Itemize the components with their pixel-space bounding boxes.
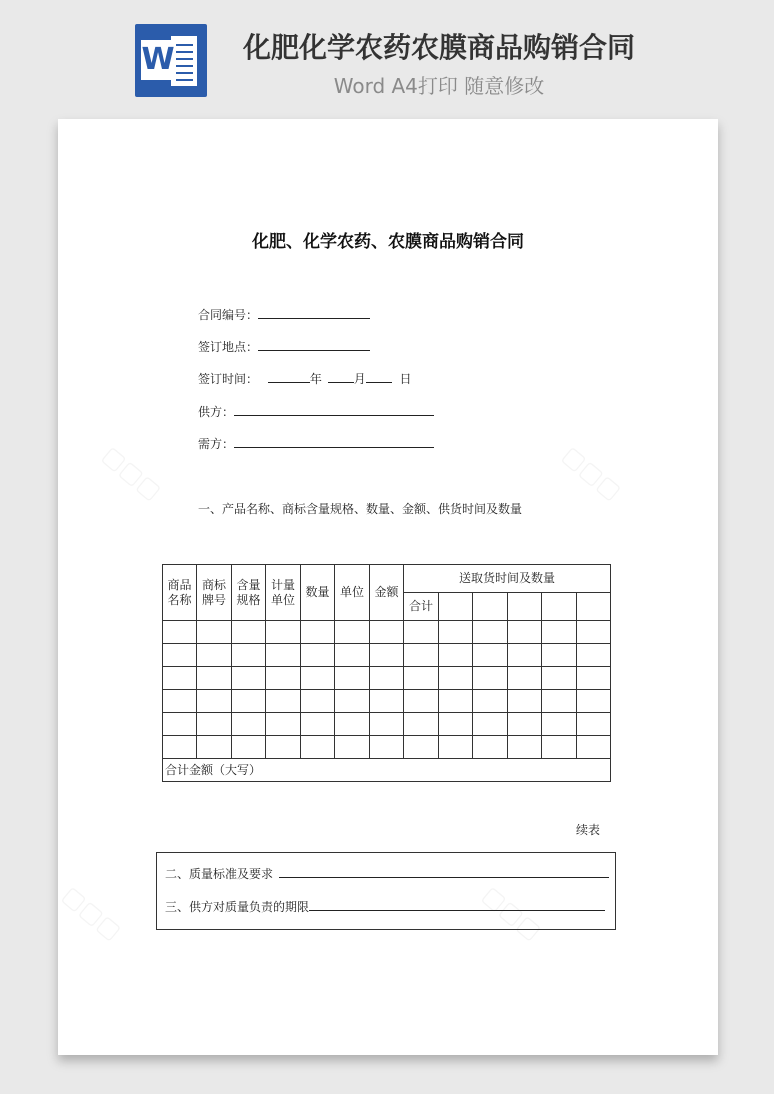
sign-place-blank[interactable]	[258, 338, 370, 351]
table-row	[163, 644, 611, 667]
supplier-label: 供方：	[198, 405, 235, 419]
table-row	[163, 690, 611, 713]
day-blank[interactable]	[366, 370, 392, 383]
contract-number-row	[198, 306, 370, 323]
total-amount-cell: 合计金额（大写）	[163, 759, 611, 782]
year-blank[interactable]	[268, 370, 310, 383]
month-label: 月	[353, 372, 366, 386]
table-cell[interactable]	[577, 593, 611, 621]
table-row	[163, 667, 611, 690]
buyer-row	[198, 435, 434, 452]
table-cell[interactable]	[439, 593, 473, 621]
year-label: 年	[309, 372, 322, 386]
contract-number-blank[interactable]	[258, 306, 370, 319]
watermark	[557, 440, 627, 505]
banner-title: 化肥化学农药农膜商品购销合同	[242, 31, 635, 64]
header-delivery: 送取货时间及数量	[404, 565, 611, 593]
table-row	[163, 736, 611, 759]
header-name: 商品名称	[163, 565, 197, 621]
buyer-blank[interactable]	[234, 435, 434, 448]
quality-period-label: 三、供方对质量负责的期限	[165, 900, 310, 914]
quality-box	[156, 852, 616, 930]
header-qty: 数量	[301, 565, 335, 621]
quality-standard-blank[interactable]	[279, 865, 609, 878]
banner-subtitle: Word A4打印 随意修改	[333, 74, 545, 98]
product-table	[162, 564, 611, 782]
sign-place-row	[198, 338, 370, 355]
month-blank[interactable]	[328, 370, 354, 383]
table-row	[163, 713, 611, 736]
sign-time-label: 签订时间：	[198, 372, 259, 386]
supplier-row	[198, 403, 434, 420]
sign-time-row	[198, 370, 412, 387]
day-label: 日	[399, 372, 412, 386]
supplier-blank[interactable]	[234, 403, 434, 416]
word-icon	[135, 24, 207, 97]
sign-place-label: 签订地点：	[198, 340, 259, 354]
quality-period-row	[165, 898, 605, 915]
section-one-heading: 一、产品名称、商标含量规格、数量、金额、供货时间及数量	[198, 502, 523, 516]
table-row	[163, 621, 611, 644]
table-cell[interactable]	[508, 593, 542, 621]
buyer-label: 需方：	[198, 437, 235, 451]
word-letter: W	[141, 40, 175, 80]
header-unit: 计量单位	[266, 565, 301, 621]
table-cell[interactable]	[473, 593, 508, 621]
document-title: 化肥、化学农药、农膜商品购销合同	[252, 232, 524, 252]
document-page	[58, 119, 718, 1055]
header-spec: 含量规格	[232, 565, 266, 621]
header-subtotal: 合计	[404, 593, 439, 621]
watermark	[57, 880, 127, 945]
watermark	[97, 440, 167, 505]
quality-period-blank[interactable]	[309, 898, 605, 911]
table-cell[interactable]	[542, 593, 577, 621]
header-brand: 商标牌号	[197, 565, 232, 621]
header-price: 单位	[335, 565, 370, 621]
quality-standard-row	[165, 865, 609, 882]
continued-label: 续表	[576, 823, 601, 837]
header-amount: 金额	[370, 565, 404, 621]
contract-number-label: 合同编号：	[198, 308, 259, 322]
quality-standard-label: 二、质量标准及要求	[165, 867, 274, 881]
